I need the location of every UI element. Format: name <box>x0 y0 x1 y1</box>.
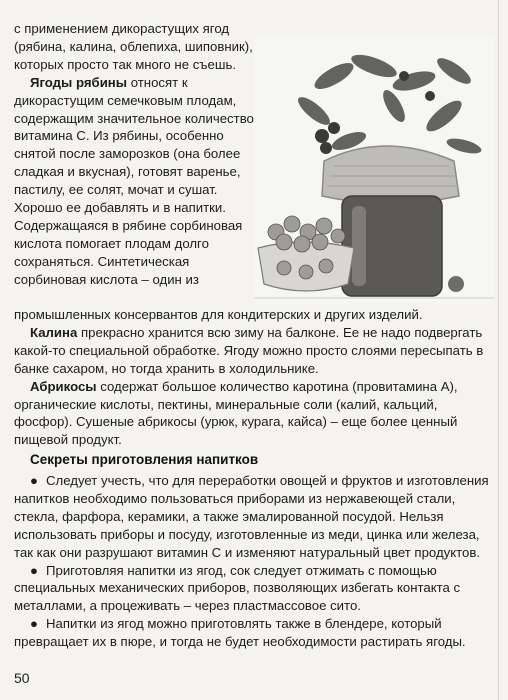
paragraph-viburnum-text: прекрасно хранится всю зиму на балконе. Ее не надо подвергать какой-то специальной обработке. Ягоду можно просто слоями пересыпать в банке сахаром, но тогда хранить в холодильнике. <box>14 324 484 376</box>
paragraph-viburnum <box>14 324 492 378</box>
bullet-icon: ● <box>30 473 38 488</box>
top-column-text <box>14 20 254 289</box>
paragraph-rowan-text: относят к дикорастущим семечковым плодам, содержащим значительное количество витамина С. Из рябины, особенно снятой после заморозков (она более сладкая и вкусная), готовят варенье, пастилу, ее солят, мочат и сушат. Хорошо ее добавлять и в напитки. Содержащаяся в рябине сорбиновая кислота помогает плодам долго сохраняться. Синтетическая сорбиновая кислота – один из <box>14 74 254 287</box>
loose-berry <box>448 276 464 292</box>
paragraph-rowan-continued <box>14 306 492 324</box>
section-heading: Секреты приготовления напитков <box>30 452 259 467</box>
bullet-list <box>14 472 492 651</box>
bullet-item-text: Следует учесть, что для переработки овощей и фруктов и изготовления напитков необходимо пользоваться приборами из нержавеющей стали, стекла, фарфора, керамики, а также эмалированной посудой. Нельзя использовать приборы и посуду, изготовленные из меди, цинка или железа, так как они разрушают витамин С и изменяют натуральный цвет продуктов. <box>14 473 489 560</box>
paragraph-rowan-lead: Ягоды рябины <box>30 74 128 90</box>
bullet-item <box>14 562 492 616</box>
bullet-item <box>14 472 492 562</box>
page-number: 50 <box>14 670 30 686</box>
paragraph-intro <box>14 20 254 74</box>
paragraph-rowan-continued-text: промышленных консервантов для кондитерских и других изделий. <box>14 307 423 322</box>
main-text-block <box>14 306 492 449</box>
bullet-item-text: Напитки из ягод можно приготовлять также в блендере, который превращает их в пюре, и тогда не будет необходимости растирать ягоды. <box>14 616 466 650</box>
page-edge-line <box>498 0 499 700</box>
bullet-item-text: Приготовляя напитки из ягод, сок следует отжимать с помощью специальных механических приборов, позволяющих избегать контакта с металлами, а процеживать – через пластмассовое сито. <box>14 562 461 614</box>
paragraph-viburnum-lead: Калина <box>30 324 78 340</box>
paragraph-apricots <box>14 378 492 450</box>
paragraph-apricots-text: содержат большое количество каротина (провитамина А), органические кислоты, пектины, минеральные соли (калий, кальций, фосфор). Сушеные абрикосы (урюк, курага, кайса) – еще более ценный пищевой продукт. <box>14 378 458 448</box>
bullet-icon: ● <box>30 616 38 632</box>
paragraph-rowan <box>14 74 254 289</box>
jar-lid-cloth <box>322 146 459 204</box>
berries-jar-photo <box>254 36 494 304</box>
bullet-item <box>14 615 492 651</box>
paragraph-apricots-lead: Абрикосы <box>30 378 97 394</box>
bullet-icon: ● <box>30 562 38 578</box>
berries-jar-illustration <box>254 36 494 304</box>
paragraph-intro-text: с применением дикорастущих ягод (рябина, калина, облепиха, шиповник), которых просто так много не съешь. <box>14 21 253 72</box>
